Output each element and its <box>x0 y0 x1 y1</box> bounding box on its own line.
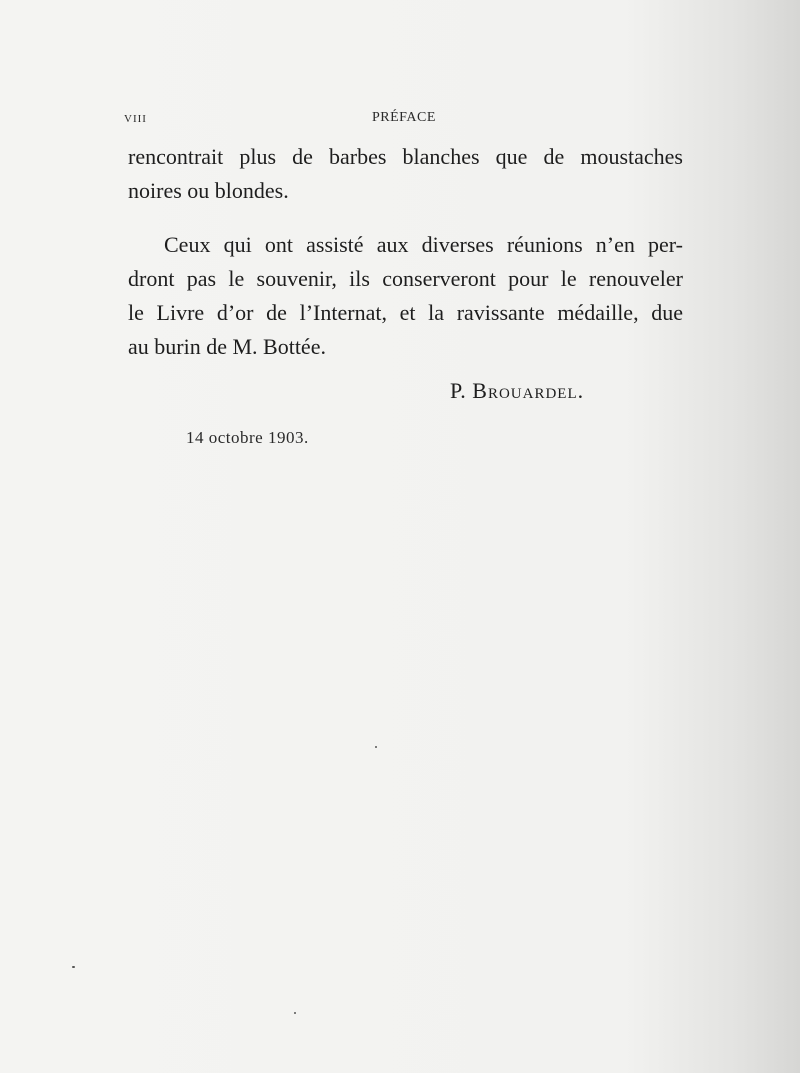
text-line: le Livre d’or de l’Internat, et la ravissante médaille, due <box>128 300 683 325</box>
text-line: au burin de M. Bottée. <box>128 334 326 359</box>
body-text <box>128 140 683 364</box>
paper-speck <box>294 1012 296 1014</box>
signature-initial: P. <box>450 378 467 403</box>
signature <box>450 378 584 404</box>
paper-speck <box>72 966 75 968</box>
text-line: Ceux qui ont assisté aux diverses réunions n’en per- <box>164 232 683 257</box>
date-line: 14 octobre 1903. <box>186 428 309 447</box>
running-head: PRÉFACE <box>372 110 436 125</box>
text-line: dront pas le souvenir, ils conserveront pour le renouveler <box>128 266 683 291</box>
paragraph-gap <box>128 208 683 228</box>
signature-name: Brouardel. <box>472 378 585 403</box>
page-number: VIII <box>124 113 147 125</box>
text-line: rencontrait plus de barbes blanches que de moustaches <box>128 144 683 169</box>
text-line: noires ou blondes. <box>128 178 289 203</box>
paper-speck <box>375 746 377 748</box>
